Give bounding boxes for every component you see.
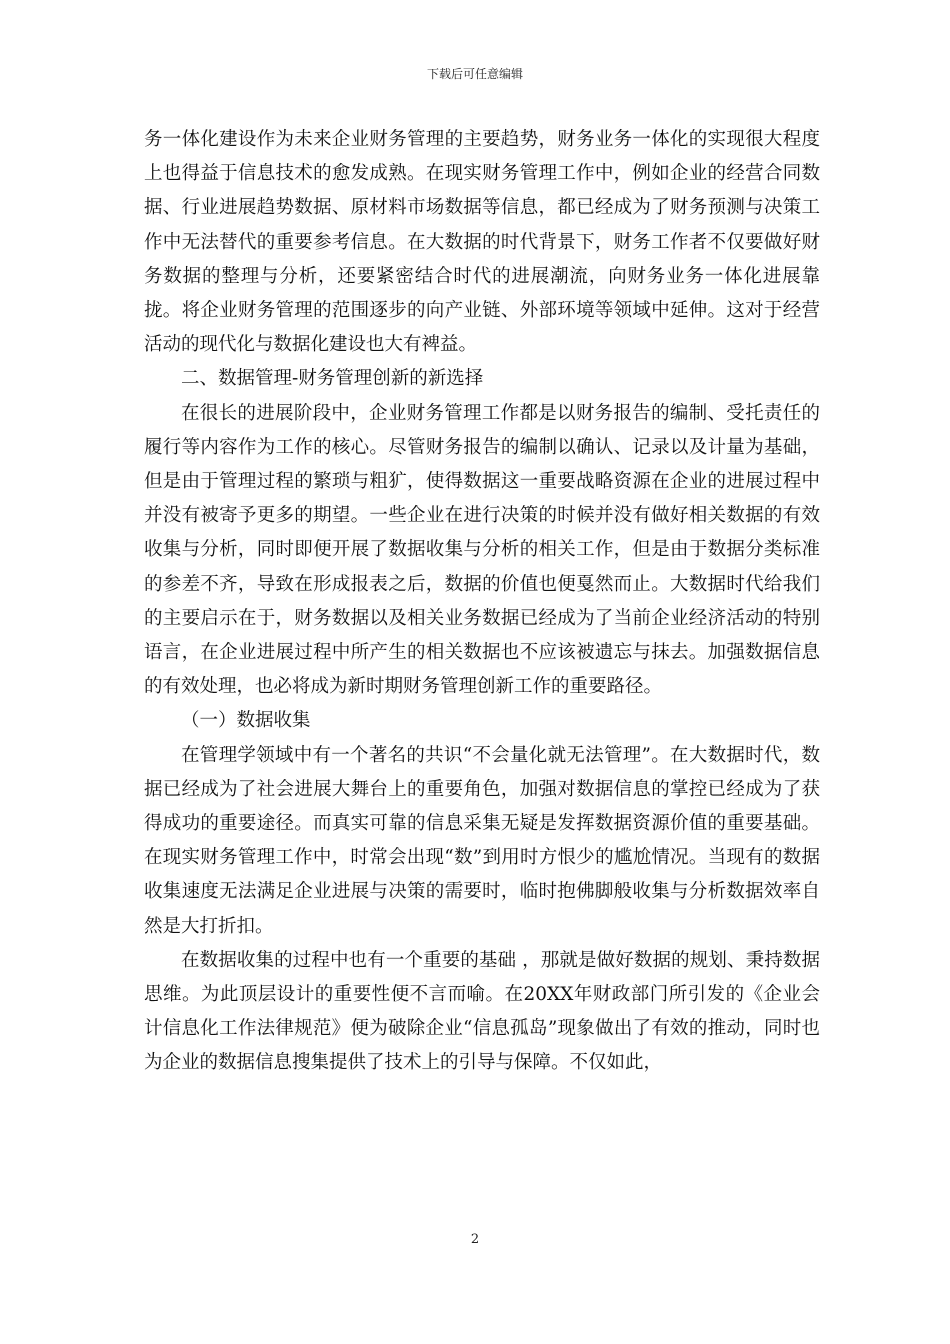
document-body bbox=[144, 123, 820, 1081]
paragraph: 在很长的进展阶段中，企业财务管理工作都是以财务报告的编制、受托责任的履行等内容作为工作的核心。尽管财务报告的编制以确认、记录以及计量为基础，但是由于管理过程的繁琐与粗犷，使得数据这一重要战略资源在企业的进展过程中并没有被寄予更多的期望。一些企业在进行决策的时候并没有做好相关数据的有效收集与分析，同时即便开展了数据收集与分析的相关工作，但是由于数据分类标准的参差不齐，导致在形成报表之后，数据的价值也便戛然而止。大数据时代给我们的主要启示在于，财务数据以及相关业务数据已经成为了当前企业经济活动的特别语言，在企业进展过程中所产生的相关数据也不应该被遗忘与抹去。加强数据信息的有效处理，也必将成为新时期财务管理创新工作的重要路径。 bbox=[144, 402, 820, 698]
page-header: 下载后可任意编辑 bbox=[426, 67, 523, 81]
paragraph: 在管理学领域中有一个著名的共识“不会量化就无法管理”。在大数据时代，数据已经成为了社会进展大舞台上的重要角色，加强对数据信息的掌控已经成为了获得成功的重要途径。而真实可靠的信息采集无疑是发挥数据资源价值的重要基础。在现实财务管理工作中，时常会出现“数”到用时方恨少的尴尬情况。当现有的数据收集速度无法满足企业进展与决策的需要时，临时抱佛脚般收集与分析数据效率自然是大打折扣。 bbox=[144, 744, 820, 937]
section-heading: 二、数据管理-财务管理创新的新选择 bbox=[181, 368, 484, 390]
paragraph-continued: 务一体化建设作为未来企业财务管理的主要趋势，财务业务一体化的实现很大程度上也得益于信息技术的愈发成熟。在现实财务管理工作中，例如企业的经营合同数据、行业进展趋势数据、原材料市场数据等信息，都已经成为了财务预测与决策工作中无法替代的重要参考信息。在大数据的时代背景下，财务工作者不仅要做好财务数据的整理与分析，还要紧密结合时代的进展潮流，向财务业务一体化进展靠拢。将企业财务管理的范围逐步的向产业链、外部环境等领域中延伸。这对于经营活动的现代化与数据化建设也大有裨益。 bbox=[144, 129, 820, 356]
subsection-heading: （一）数据收集 bbox=[181, 710, 311, 732]
page-number: 2 bbox=[470, 1232, 480, 1247]
paragraph: 在数据收集的过程中也有一个重要的基础 ，那就是做好数据的规划、秉持数据思维。为此顶层设计的重要性便不言而喻。在20XX年财政部门所引发的《企业会计信息化工作法律规范》便为破除企业“信息孤岛”现象做出了有效的推动，同时也为企业的数据信息搜集提供了技术上的引导与保障。不仅如此， bbox=[144, 949, 820, 1074]
